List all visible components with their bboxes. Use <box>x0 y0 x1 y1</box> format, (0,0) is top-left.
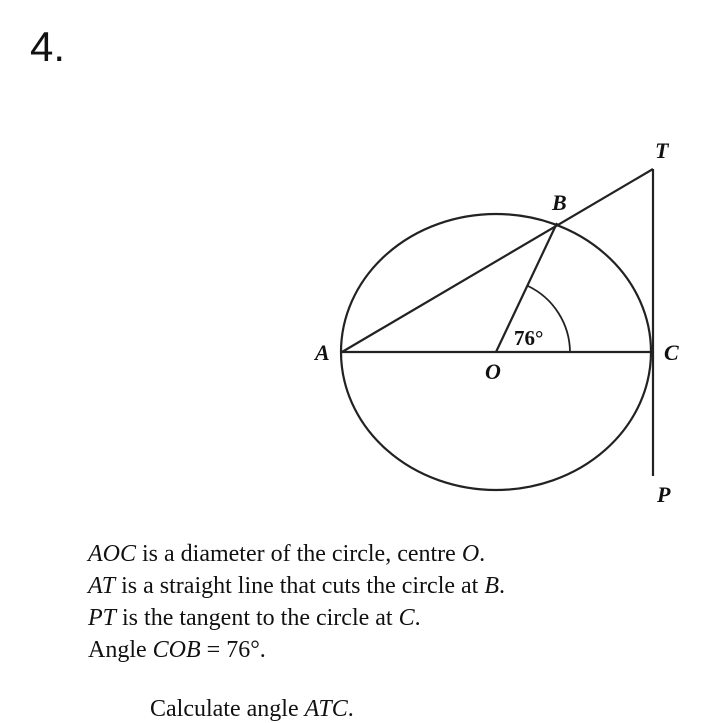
label-c: C <box>664 340 679 365</box>
statement-text: is the tangent to the circle at <box>116 605 399 631</box>
statement-line-4 <box>88 634 505 666</box>
statement-line-2 <box>88 570 505 602</box>
statement-line-1 <box>88 538 505 570</box>
math-var: O <box>461 541 480 567</box>
problem-statements <box>88 538 505 666</box>
statement-line-3 <box>88 602 505 634</box>
math-var: AOC <box>88 541 136 567</box>
label-b: B <box>552 190 567 215</box>
line-at <box>342 169 653 352</box>
label-p: P <box>657 482 671 507</box>
task-text: Calculate angle <box>150 696 305 722</box>
statement-text: . <box>499 573 506 599</box>
label-t: T <box>655 138 669 163</box>
task-text: . <box>347 696 354 722</box>
statement-text: Angle <box>88 637 153 663</box>
statement-text: . <box>414 605 421 631</box>
math-var: B <box>484 573 500 599</box>
statement-text: is a straight line that cuts the circle at <box>115 573 485 599</box>
math-var: AT <box>88 573 116 599</box>
angle-label: 76° <box>514 326 544 350</box>
math-var: C <box>398 605 415 631</box>
math-var: ATC <box>304 696 348 722</box>
math-var: COB <box>152 637 201 663</box>
statement-text: = 76°. <box>200 637 266 663</box>
label-o: O <box>485 359 501 384</box>
task-instruction <box>150 696 354 723</box>
statement-text: is a diameter of the circle, centre <box>136 541 462 567</box>
statement-text: . <box>479 541 486 567</box>
question-number: 4. <box>30 23 66 70</box>
math-var: PT <box>88 605 117 631</box>
label-a: A <box>315 340 330 365</box>
